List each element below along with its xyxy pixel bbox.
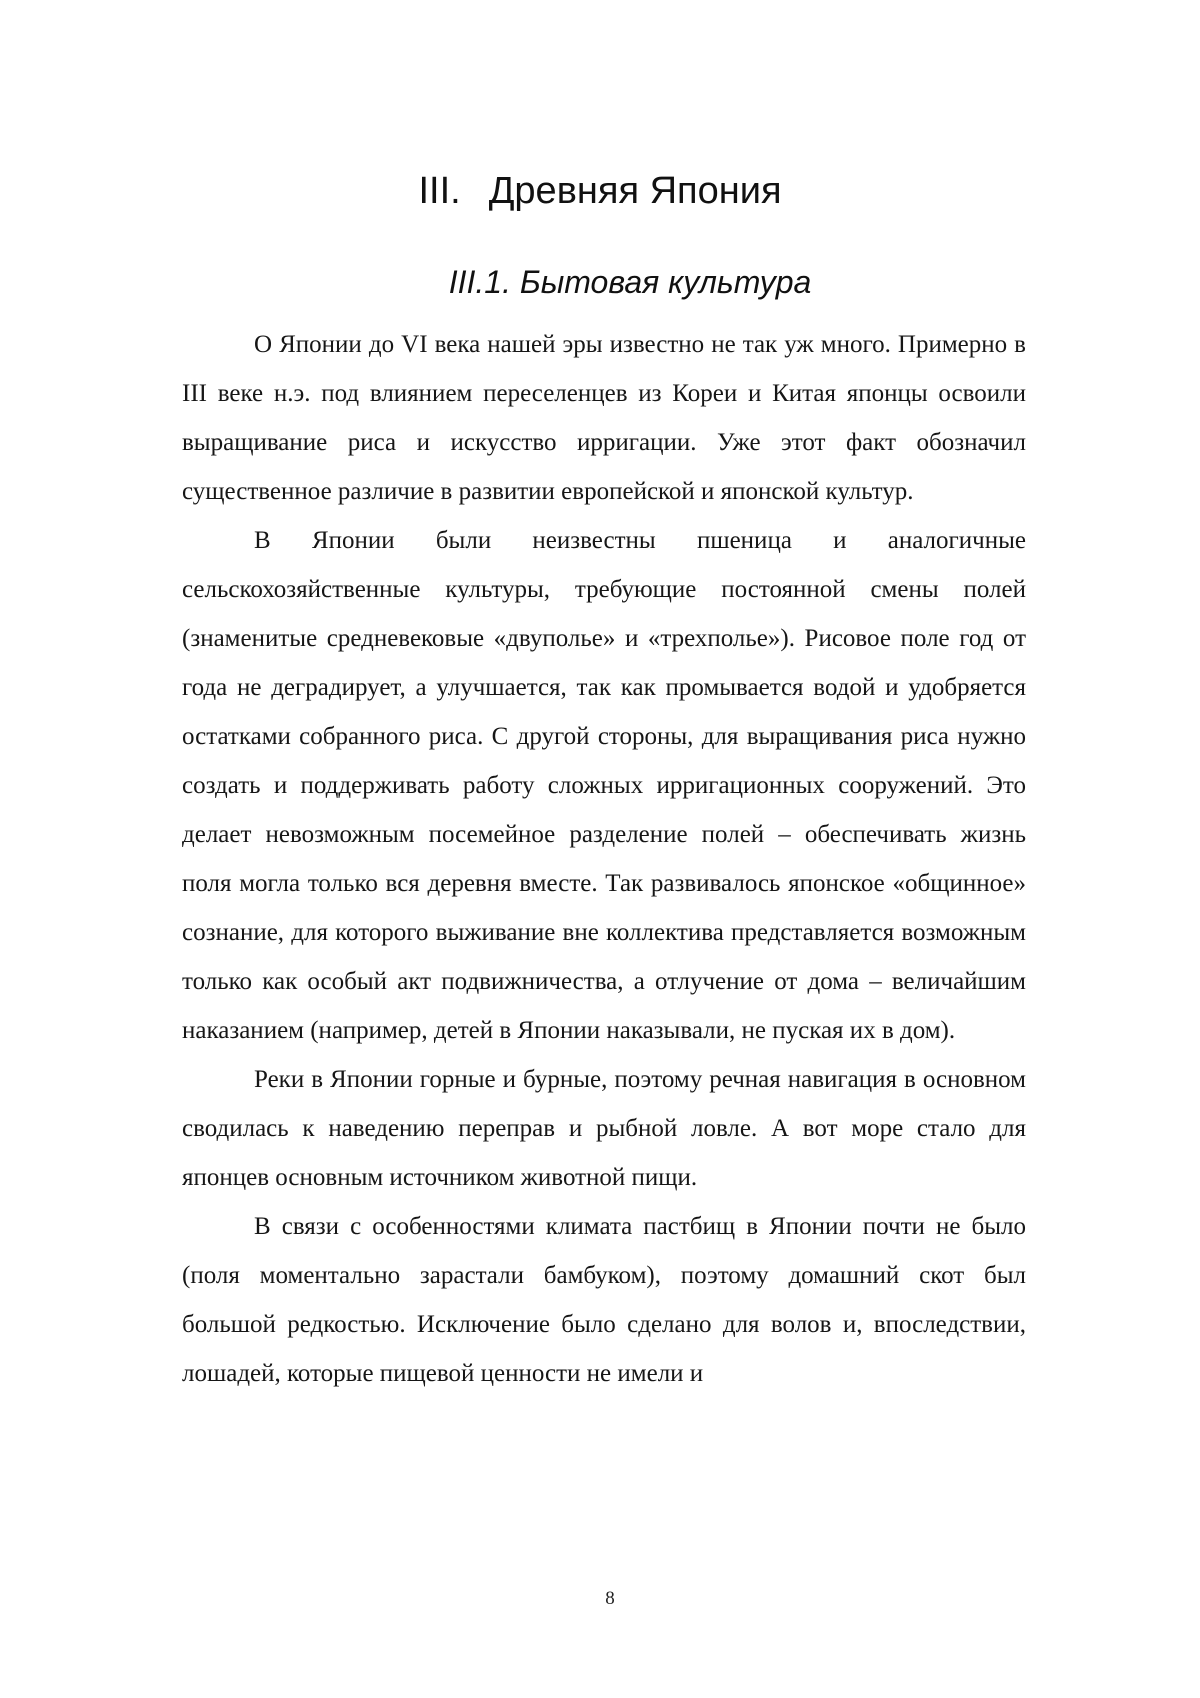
chapter-title-text: Древняя Япония xyxy=(489,170,782,212)
document-page xyxy=(0,0,1200,1698)
page-number: 8 xyxy=(0,1587,1200,1611)
paragraph-3: Реки в Японии горные и бурные, поэтому речная навигация в основном сводилась к наведению переправ и рыбной ловле. А вот море стало для японцев основным источником животной пищи. xyxy=(182,1055,1026,1202)
chapter-number: III. xyxy=(418,170,460,212)
paragraph-4: В связи с особенностями климата пастбищ в Японии почти не было (поля моментально зарастали бамбуком), поэтому домашний скот был большой редкостью. Исключение было сделано для волов и, впоследствии, лошадей, которые пищевой ценности не имели и xyxy=(182,1202,1026,1398)
body-text xyxy=(182,320,1026,1398)
section-title: III.1. Бытовая культура xyxy=(0,262,1200,302)
chapter-title xyxy=(0,168,1200,214)
paragraph-2: В Японии были неизвестны пшеница и аналогичные сельскохозяйственные культуры, требующие постоянной смены полей (знаменитые средневековые «двуполье» и «трехполье»). Рисовое поле год от года не деградирует, а улучшается, так как промывается водой и удобряется остатками собранного риса. С другой стороны, для выращивания риса нужно создать и поддерживать работу сложных ирригационных сооружений. Это делает невозможным посемейное разделение полей – обеспечивать жизнь поля могла только вся деревня вместе. Так развивалось японское «общинное» сознание, для которого выживание вне коллектива представляется возможным только как особый акт подвижничества, а отлучение от дома – величайшим наказанием (например, детей в Японии наказывали, не пуская их в дом). xyxy=(182,516,1026,1055)
paragraph-1: О Японии до VI века нашей эры известно не так уж много. Примерно в III веке н.э. под влиянием переселенцев из Кореи и Китая японцы освоили выращивание риса и искусство ирригации. Уже этот факт обозначил существенное различие в развитии европейской и японской культур. xyxy=(182,320,1026,516)
